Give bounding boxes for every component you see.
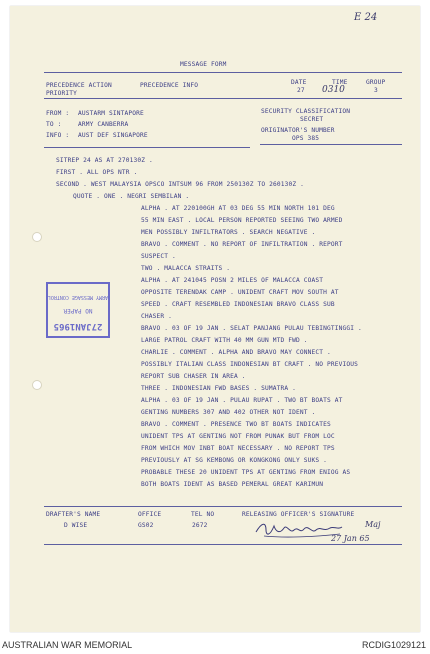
time-label: TIME — [332, 79, 348, 86]
body-line: REPORT SUB CHASER IN AREA . — [141, 373, 246, 380]
routing-rule — [44, 147, 250, 148]
form-title: MESSAGE FORM — [180, 61, 227, 68]
info-value: AUST DEF SINGAPORE — [78, 132, 148, 139]
page-reference: E 24 — [354, 12, 378, 23]
stamp-paper-note: NO PAPER — [63, 307, 93, 314]
originator-number-label: ORIGINATOR'S NUMBER — [261, 127, 335, 134]
footer-bottom-rule — [44, 544, 402, 545]
group-label: GROUP — [366, 79, 386, 86]
message-control-stamp — [46, 282, 110, 338]
office-label: OFFICE — [138, 511, 162, 518]
body-line: ALPHA . 03 OF 19 JAN . PULAU RUPAT . TWO BT BOATS AT — [141, 397, 343, 404]
credit-left: AUSTRALIAN WAR MEMORIAL — [2, 640, 133, 650]
body-line: GENTING NUMBERS 307 AND 402 OTHER NOT IDENT . — [141, 409, 316, 416]
body-line: ALPHA . AT 220100GH AT 03 DEG 55 MIN NORTH 101 DEG — [141, 205, 335, 212]
header-top-rule — [44, 72, 402, 73]
body-line: BOTH BOATS IDENT AS BASED PEMERAL GREAT KARIMUN — [141, 481, 324, 488]
body-line: THREE . INDONESIAN FWD BASES . SUMATRA . — [141, 385, 297, 392]
security-classification-label: SECURITY CLASSIFICATION — [261, 108, 351, 115]
priority-value: PRIORITY — [46, 90, 78, 97]
tel-no-label: TEL NO — [191, 511, 215, 518]
from-value: AUSTARM SINTAPORE — [78, 110, 144, 117]
to-label: TO : — [46, 121, 62, 128]
body-line: CHARLIE . COMMENT . ALPHA AND BRAVO MAY CONNECT . — [141, 349, 331, 356]
body-line: SUSPECT . — [141, 253, 176, 260]
stamp-date: 27JAN1965 — [53, 321, 103, 331]
body-line: TWO . MALACCA STRAITS . — [141, 265, 231, 272]
group-value: 3 — [374, 87, 378, 94]
to-value: ARMY CANBERRA — [78, 121, 129, 128]
releasing-officer-label: RELEASING OFFICER'S SIGNATURE — [242, 511, 355, 518]
body-line: FIRST . ALL OPS NTR . — [56, 169, 138, 176]
body-line: UNIDENT TPS AT GENTING NOT FROM PUNAK BUT FROM LOC — [141, 433, 335, 440]
footer-top-rule — [44, 506, 402, 507]
body-line: BRAVO . 03 OF 19 JAN . SELAT PANJANG PULAU TEBINGTINGGI . — [141, 325, 362, 332]
date-value: 27 — [297, 87, 305, 94]
body-line: 55 MIN EAST . LOCAL PERSON REPORTED SEEING TWO ARMED — [141, 217, 343, 224]
drafter-name-label: DRAFTER'S NAME — [46, 511, 101, 518]
officer-rank: Maj — [365, 520, 381, 529]
body-line: PROBABLE THESE 20 UNIDENT TPS AT GENTING FROM ENIOG AS — [141, 469, 351, 476]
body-line: BRAVO . COMMENT . PRESENCE TWO BT BOATS INDICATES — [141, 421, 331, 428]
body-line: FROM WHICH MOV INBT BOAT NECESSARY . NO REPORT TPS — [141, 445, 335, 452]
tel-no-value: 2672 — [192, 522, 208, 529]
body-line: SITREP 24 AS AT 270130Z . — [56, 157, 153, 164]
body-line: QUOTE . ONE . NEGRI SEMBILAN . — [73, 193, 190, 200]
precedence-action-label: PRECEDENCE ACTION — [46, 82, 112, 89]
body-line: OPPOSITE TERENDAK CAMP . UNIDENT CRAFT MOV SOUTH AT — [141, 289, 339, 296]
drafter-name-value: D WISE — [64, 522, 88, 529]
body-line: ALPHA . AT 241045 POSN 2 MILES OF MALACCA COAST — [141, 277, 324, 284]
body-line: SECOND . WEST MALAYSIA OPSCO INTSUM 96 FROM 250130Z TO 260130Z . — [56, 181, 305, 188]
body-line: CHASER . — [141, 313, 173, 320]
from-label: FROM : — [46, 110, 70, 117]
precedence-info-label: PRECEDENCE INFO — [140, 82, 199, 89]
body-line: LARGE PATROL CRAFT WITH 40 MM GUN MTD FWD . — [141, 337, 308, 344]
originator-number-value: OPS 385 — [292, 135, 320, 142]
body-line: SPEED . CRAFT RESEMBLED INDONESIAN BRAVO CLASS SUB — [141, 301, 335, 308]
info-label: INFO : — [46, 132, 70, 139]
time-value: 0310 — [322, 85, 345, 95]
document-page — [10, 6, 420, 632]
credit-right: RCDIG1029121 — [361, 640, 426, 650]
body-line: POSSIBLY ITALIAN CLASS INDONESIAN BT CRAFT . NO PREVIOUS — [141, 361, 359, 368]
security-classification-value: SECRET — [300, 116, 324, 123]
date-label: DATE — [291, 79, 307, 86]
punch-hole-top — [32, 232, 42, 242]
body-line: MEN POSSIBLY INFILTRATORS . SEARCH NEGATIVE . — [141, 229, 316, 236]
office-value: GS02 — [138, 522, 154, 529]
signature-date: 27 Jan 65 — [331, 534, 370, 543]
originator-rule — [260, 144, 402, 145]
stamp-office: ARMY MESSAGE CONTROL — [47, 294, 108, 300]
body-line: BRAVO . COMMENT . NO REPORT OF INFILTRATION . REPORT — [141, 241, 343, 248]
header-mid-rule — [44, 98, 402, 99]
body-line: PREVIOUSLY AT SG KEMBONG OR KONGKONG ONLY SUKS . — [141, 457, 328, 464]
punch-hole-bottom — [32, 380, 42, 390]
